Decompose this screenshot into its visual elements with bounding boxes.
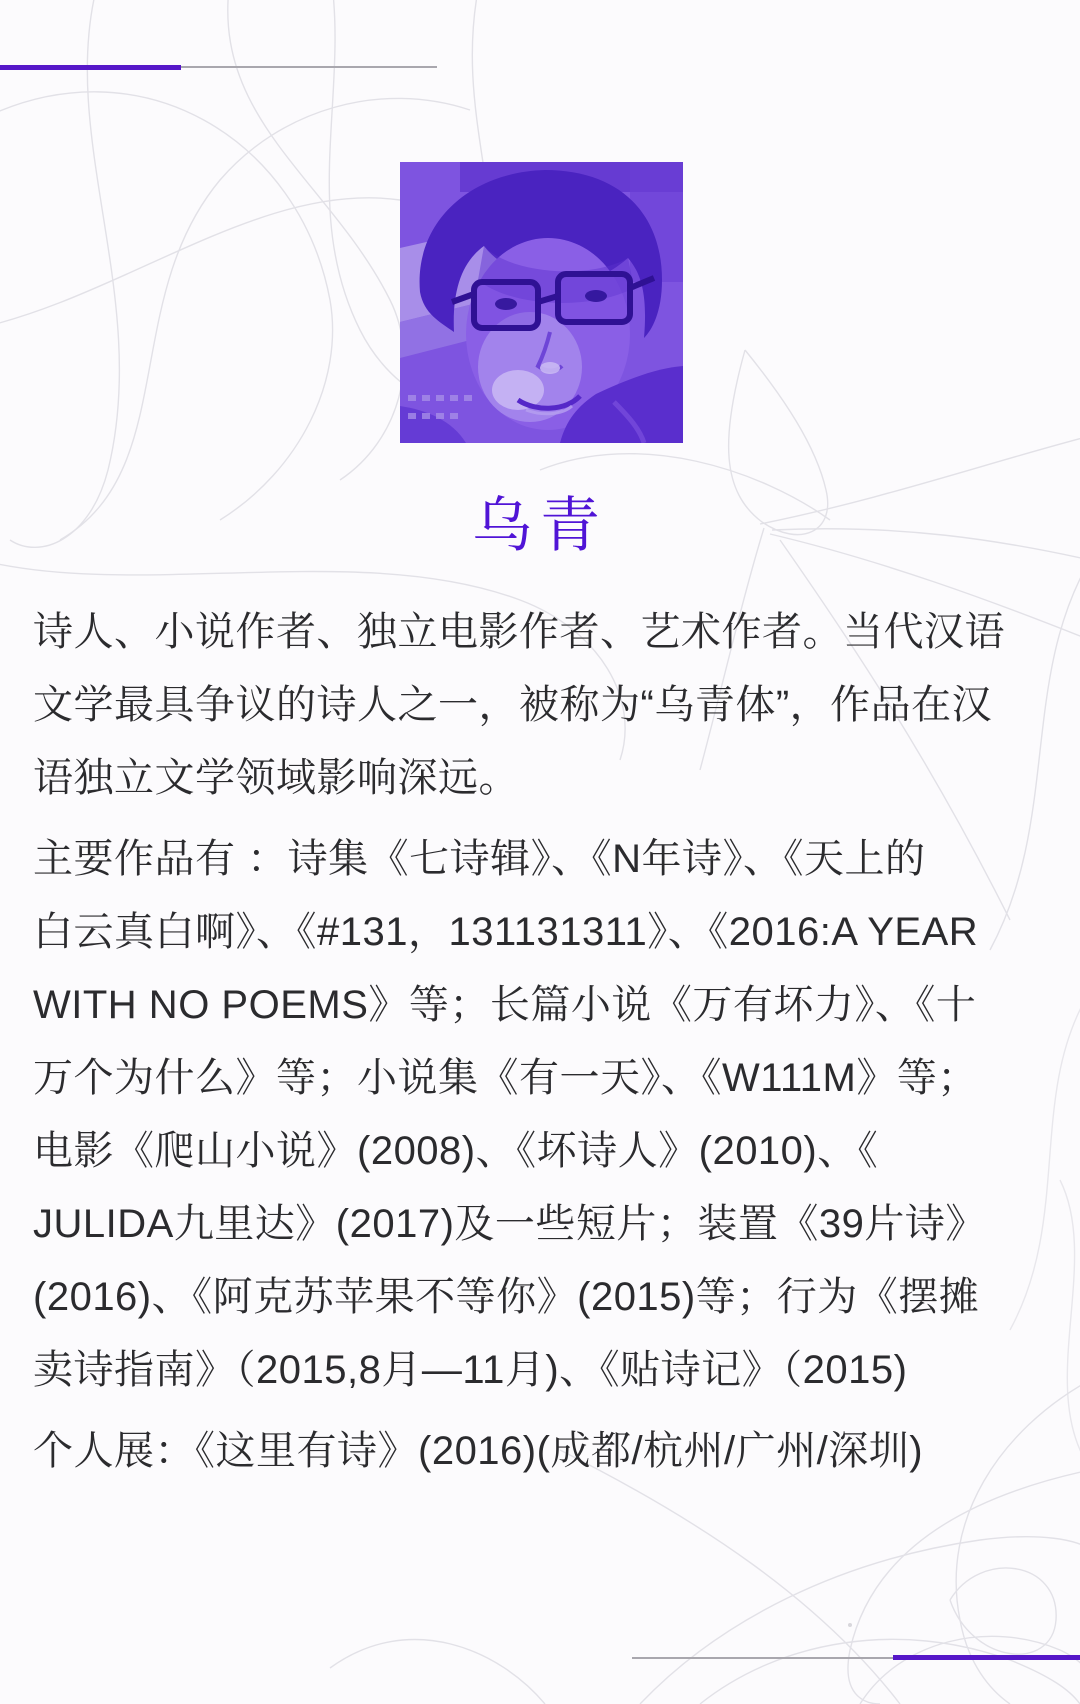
bio-line: WITH NO POEMS》等；长篇小说《万有坏力》、《十 [33, 983, 977, 1027]
bio-text [33, 596, 1053, 1488]
bio-line: 主要作品有 ：诗集《七诗辑》、《N年诗》、《天上的 [33, 837, 926, 881]
top-accent-bar [0, 65, 181, 70]
bio-line: 诗人、小说作者、独立电影作者、艺术作者。当代汉语 [33, 610, 1005, 654]
bottom-gray-line [632, 1657, 893, 1659]
bio-line: 电影《爬山小说》(2008)、《坏诗人》(2010)、《 [33, 1129, 879, 1173]
bio-line: 白云真白啊》、《#131，131131311》、《2016:A YEAR [33, 910, 979, 954]
bio-line: (2016)、《阿克苏苹果不等你》(2015)等；行为《摆摊 [33, 1275, 980, 1319]
bio-line: 个人展：《这里有诗》(2016)(成都/杭州/广州/深圳) [33, 1429, 924, 1473]
bio-line: 万个为什么》等；小说集《有一天》、《W111M》等； [33, 1056, 978, 1100]
bio-line: JULIDA九里达》(2017)及一些短片；装置《39片诗》 [33, 1202, 986, 1246]
top-gray-line [181, 66, 437, 68]
page-title: 乌青 [472, 492, 608, 559]
bottom-accent-bar [893, 1655, 1080, 1660]
bio-line: 语独立文学领域影响深远。 [33, 756, 519, 800]
portrait-photo [400, 162, 683, 443]
bio-line: 卖诗指南》（2015,8月—11月)、《贴诗记》（2015) [33, 1348, 908, 1392]
bio-line: 文学最具争议的诗人之一，被称为“乌青体”，作品在汉 [33, 683, 993, 727]
